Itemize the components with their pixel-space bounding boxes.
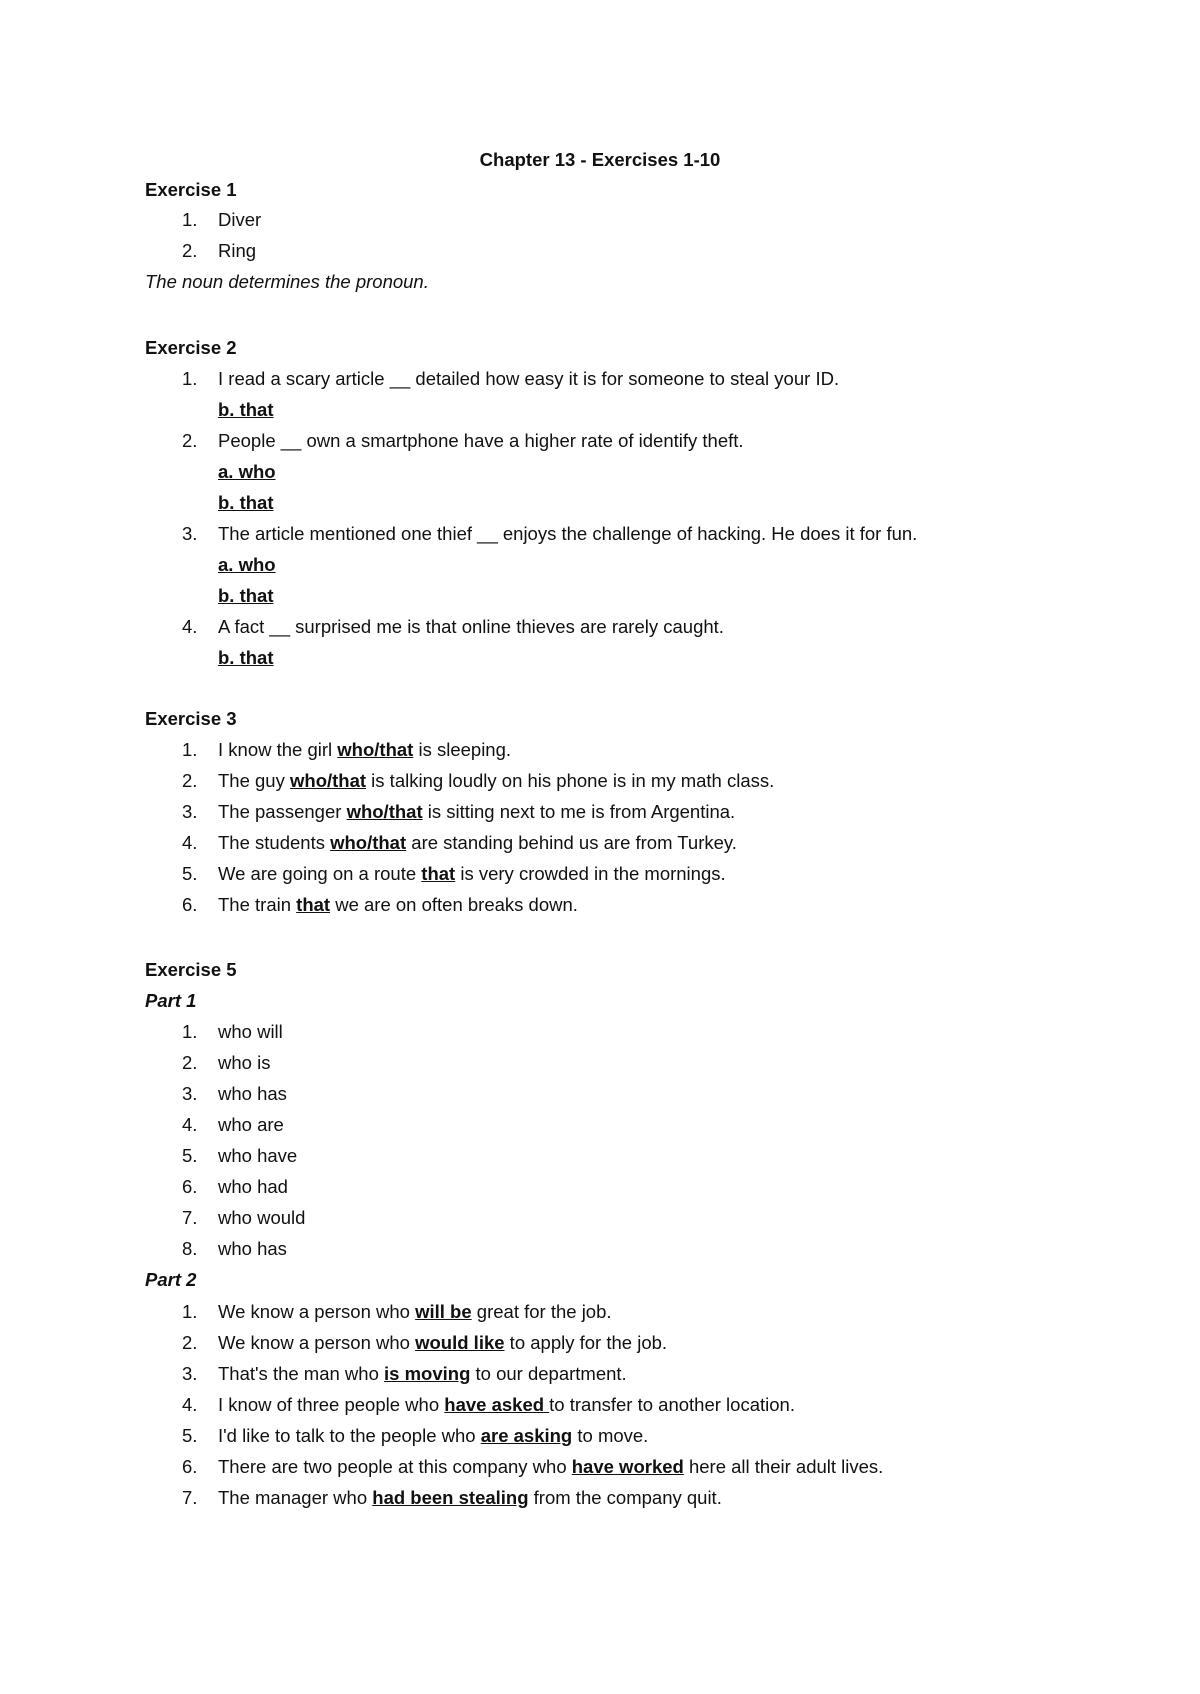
answer-text: have asked	[444, 1394, 550, 1415]
item-text: who have	[218, 1145, 298, 1166]
item-text-before: The guy	[218, 770, 290, 791]
item-text	[218, 1486, 722, 1510]
item-number: 7.	[182, 1487, 198, 1508]
item-text	[218, 893, 578, 917]
item-number: 4.	[182, 832, 198, 853]
item-number: 2.	[182, 1052, 198, 1073]
item-number: 5.	[182, 1425, 198, 1446]
item-number: 1.	[182, 1021, 198, 1042]
item-text-after: is sitting next to me is from Argentina.	[422, 801, 736, 822]
answer-option: b. that	[218, 399, 274, 420]
item-number: 2.	[182, 430, 198, 451]
item-number: 2.	[182, 1332, 198, 1353]
answer-text: will be	[415, 1301, 472, 1322]
item-text-before: The train	[218, 894, 297, 915]
item-text	[218, 769, 774, 793]
item-text	[218, 738, 511, 762]
item-text: who has	[218, 1083, 287, 1104]
item-text	[218, 1331, 667, 1355]
item-number: 6.	[182, 894, 198, 915]
item-text-after: to transfer to another location.	[549, 1394, 795, 1415]
item-number: 5.	[182, 863, 198, 884]
item-text-before: We know a person who	[218, 1301, 416, 1322]
answer-text: is moving	[384, 1363, 471, 1384]
item-text-before: The manager who	[218, 1487, 373, 1508]
item-text	[218, 1300, 612, 1324]
item-text-after: great for the job.	[471, 1301, 612, 1322]
answer-option: b. that	[218, 585, 274, 606]
item-text: who had	[218, 1176, 288, 1197]
answer-text: who/that	[290, 770, 367, 791]
answer-text: are asking	[480, 1425, 573, 1446]
item-text: Ring	[218, 240, 257, 261]
item-number: 3.	[182, 801, 198, 822]
answer-text: had been stealing	[372, 1487, 529, 1508]
item-text-after: is very crowded in the mornings.	[455, 863, 726, 884]
item-text-after: to move.	[572, 1425, 649, 1446]
exercise-1-note: The noun determines the pronoun.	[145, 271, 429, 292]
item-text: who has	[218, 1238, 287, 1259]
answer-text: would like	[415, 1332, 505, 1353]
item-text	[218, 831, 737, 855]
item-text-after: is talking loudly on his phone is in my math class.	[366, 770, 775, 791]
exercise-5-heading: Exercise 5	[145, 959, 237, 980]
item-text-before: There are two people at this company who	[218, 1456, 572, 1477]
item-number: 7.	[182, 1207, 198, 1228]
item-text-after: from the company quit.	[528, 1487, 722, 1508]
item-number: 1.	[182, 739, 198, 760]
item-text: I read a scary article __ detailed how easy it is for someone to steal your ID.	[218, 368, 840, 389]
item-number: 4.	[182, 1394, 198, 1415]
item-text-after: we are on often breaks down.	[330, 894, 578, 915]
item-number: 2.	[182, 770, 198, 791]
item-text: who are	[218, 1114, 284, 1135]
item-text	[218, 1424, 648, 1448]
item-number: 8.	[182, 1238, 198, 1259]
item-text-before: I know the girl	[218, 739, 338, 760]
item-text	[218, 1455, 883, 1479]
item-text-before: The students	[218, 832, 331, 853]
item-text: People __ own a smartphone have a higher rate of identify theft.	[218, 430, 744, 451]
exercise-2-heading: Exercise 2	[145, 337, 237, 358]
item-text	[218, 1362, 627, 1386]
item-text-before: That's the man who	[218, 1363, 385, 1384]
item-number: 3.	[182, 1363, 198, 1384]
item-number: 1.	[182, 368, 198, 389]
item-number: 2.	[182, 240, 198, 261]
item-text-before: I know of three people who	[218, 1394, 445, 1415]
item-text-after: is sleeping.	[413, 739, 512, 760]
answer-option: a. who	[218, 461, 276, 482]
item-number: 3.	[182, 1083, 198, 1104]
item-text: Diver	[218, 209, 262, 230]
answer-text: have worked	[571, 1456, 684, 1477]
page-title: Chapter 13 - Exercises 1-10	[479, 149, 721, 170]
part-2-label: Part 2	[145, 1269, 197, 1290]
item-number: 4.	[182, 616, 198, 637]
answer-option: b. that	[218, 492, 274, 513]
item-number: 3.	[182, 523, 198, 544]
item-text-before: The passenger	[218, 801, 347, 822]
exercise-3-heading: Exercise 3	[145, 708, 237, 729]
item-text-before: I'd like to talk to the people who	[218, 1425, 481, 1446]
item-number: 6.	[182, 1456, 198, 1477]
item-text-after: here all their adult lives.	[683, 1456, 884, 1477]
item-text: who would	[218, 1207, 306, 1228]
answer-text: who/that	[337, 739, 414, 760]
item-number: 5.	[182, 1145, 198, 1166]
item-text	[218, 800, 735, 824]
item-text	[218, 862, 726, 886]
item-text	[218, 1393, 795, 1417]
item-text: who is	[218, 1052, 271, 1073]
item-text: A fact __ surprised me is that online thieves are rarely caught.	[218, 616, 724, 637]
item-number: 6.	[182, 1176, 198, 1197]
part-1-label: Part 1	[145, 990, 197, 1011]
answer-text: who/that	[346, 801, 423, 822]
answer-text: who/that	[330, 832, 407, 853]
item-text-after: to our department.	[470, 1363, 627, 1384]
answer-option: b. that	[218, 647, 274, 668]
item-text: The article mentioned one thief __ enjoys the challenge of hacking. He does it for fun.	[218, 523, 918, 544]
answer-text: that	[421, 863, 456, 884]
item-number: 1.	[182, 1301, 198, 1322]
item-text-before: We are going on a route	[218, 863, 422, 884]
answer-text: that	[296, 894, 331, 915]
item-text-after: to apply for the job.	[504, 1332, 668, 1353]
item-number: 1.	[182, 209, 198, 230]
answer-option: a. who	[218, 554, 276, 575]
item-text: who will	[218, 1021, 283, 1042]
exercise-1-heading: Exercise 1	[145, 179, 237, 200]
item-text-before: We know a person who	[218, 1332, 416, 1353]
item-text-after: are standing behind us are from Turkey.	[406, 832, 737, 853]
item-number: 4.	[182, 1114, 198, 1135]
